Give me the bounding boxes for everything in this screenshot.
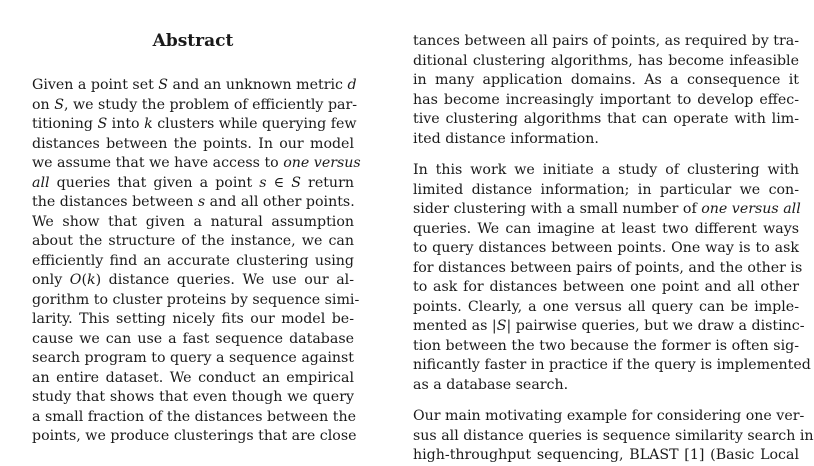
math-italic: O [69, 272, 82, 288]
text-line: for distances between pairs of points, and the other is [413, 259, 803, 276]
text-line: we assume that we have access to one versus [32, 155, 361, 171]
text-line: only O(k) distance queries. We use our al- [32, 272, 355, 288]
text-line: nificantly faster in practice if the query is implemented [413, 357, 811, 373]
text-line: sus all distance queries is sequence similarity search in [413, 427, 814, 444]
text-line: an entire dataset. We conduct an empirical [32, 369, 354, 386]
paragraph-gap [413, 395, 799, 407]
text-line: the distances between s and all other points. [32, 194, 355, 210]
text-line: search program to query a sequence against [32, 350, 354, 366]
text-line: has become increasingly important to develop effec- [413, 91, 799, 108]
text-line: high-throughput sequencing, BLAST [1] (Basic Local [413, 447, 799, 463]
paragraph-gap [413, 149, 799, 161]
text-line: ited distance information. [413, 130, 599, 147]
text-line: study that shows that even though we query [32, 389, 354, 405]
text-line: on S, we study the problem of efficiently par- [32, 96, 358, 113]
math-italic: s [197, 194, 206, 210]
text-line: in many application domains. As a consequence it [413, 72, 799, 88]
text-line: We show that given a natural assumption [32, 213, 354, 230]
abstract-heading: Abstract [152, 31, 234, 51]
math-italic: one versus all [701, 201, 801, 217]
text-line: cause we can use a fast sequence database [32, 330, 354, 347]
text-line: to query distances between points. One way is to ask [413, 240, 799, 256]
math-italic: S [158, 77, 169, 93]
text-line: points. Clearly, a one versus all query can be imple- [413, 298, 799, 315]
math-italic: d [347, 77, 357, 93]
text-line: about the structure of the instance, we can [32, 233, 354, 249]
math-italic: s [259, 174, 267, 191]
math-italic: k [144, 116, 153, 132]
text-line: tances between all pairs of points, as required by tra- [413, 33, 799, 49]
text-line: ditional clustering algorithms, has become infeasible [413, 52, 799, 69]
abstract-text [32, 76, 361, 447]
math-italic: all [32, 174, 50, 191]
body-column [413, 32, 814, 466]
text-line: titioning S into k clusters while querying few [32, 116, 357, 132]
text-line: larity. This setting nicely fits our model be- [32, 311, 354, 327]
text-line: as a database search. [413, 376, 569, 393]
text-line: In this work we initiate a study of clustering with [413, 162, 799, 178]
body-text [413, 32, 814, 466]
abstract-column [32, 30, 361, 447]
text-line: queries. We can imagine at least two different ways [413, 220, 799, 237]
math-italic: S [291, 174, 301, 191]
text-line: Our main motivating example for considering one ver- [413, 408, 805, 424]
text-line: a small fraction of the distances between the [32, 408, 356, 425]
math-italic: S [97, 116, 108, 132]
text-line: Given a point set S and an unknown metric d [32, 77, 357, 93]
text-line: tion between the two because the former is often sig- [413, 337, 799, 354]
text-line: all queries that given a point s ∈ S return [32, 174, 354, 191]
text-line: tive clustering algorithms that can operate with lim- [413, 111, 799, 127]
text-line: points, we produce clusterings that are close [32, 428, 357, 444]
math-italic: S [496, 318, 507, 334]
text-line: mented as |S| pairwise queries, but we draw a distinc- [413, 318, 805, 334]
text-line: efficiently find an accurate clustering using [32, 252, 354, 269]
text-line: to ask for distances between one point and all other [413, 279, 799, 295]
math-italic: k [86, 272, 96, 288]
text-line: gorithm to cluster proteins by sequence simi- [32, 291, 360, 308]
text-line: sider clustering with a small number of one versus all [413, 201, 801, 217]
text-line: distances between the points. In our model [32, 135, 354, 152]
text-line: limited distance information; in particular we con- [413, 181, 799, 198]
math-italic: S [54, 96, 64, 113]
math-italic: one versus [283, 155, 361, 171]
